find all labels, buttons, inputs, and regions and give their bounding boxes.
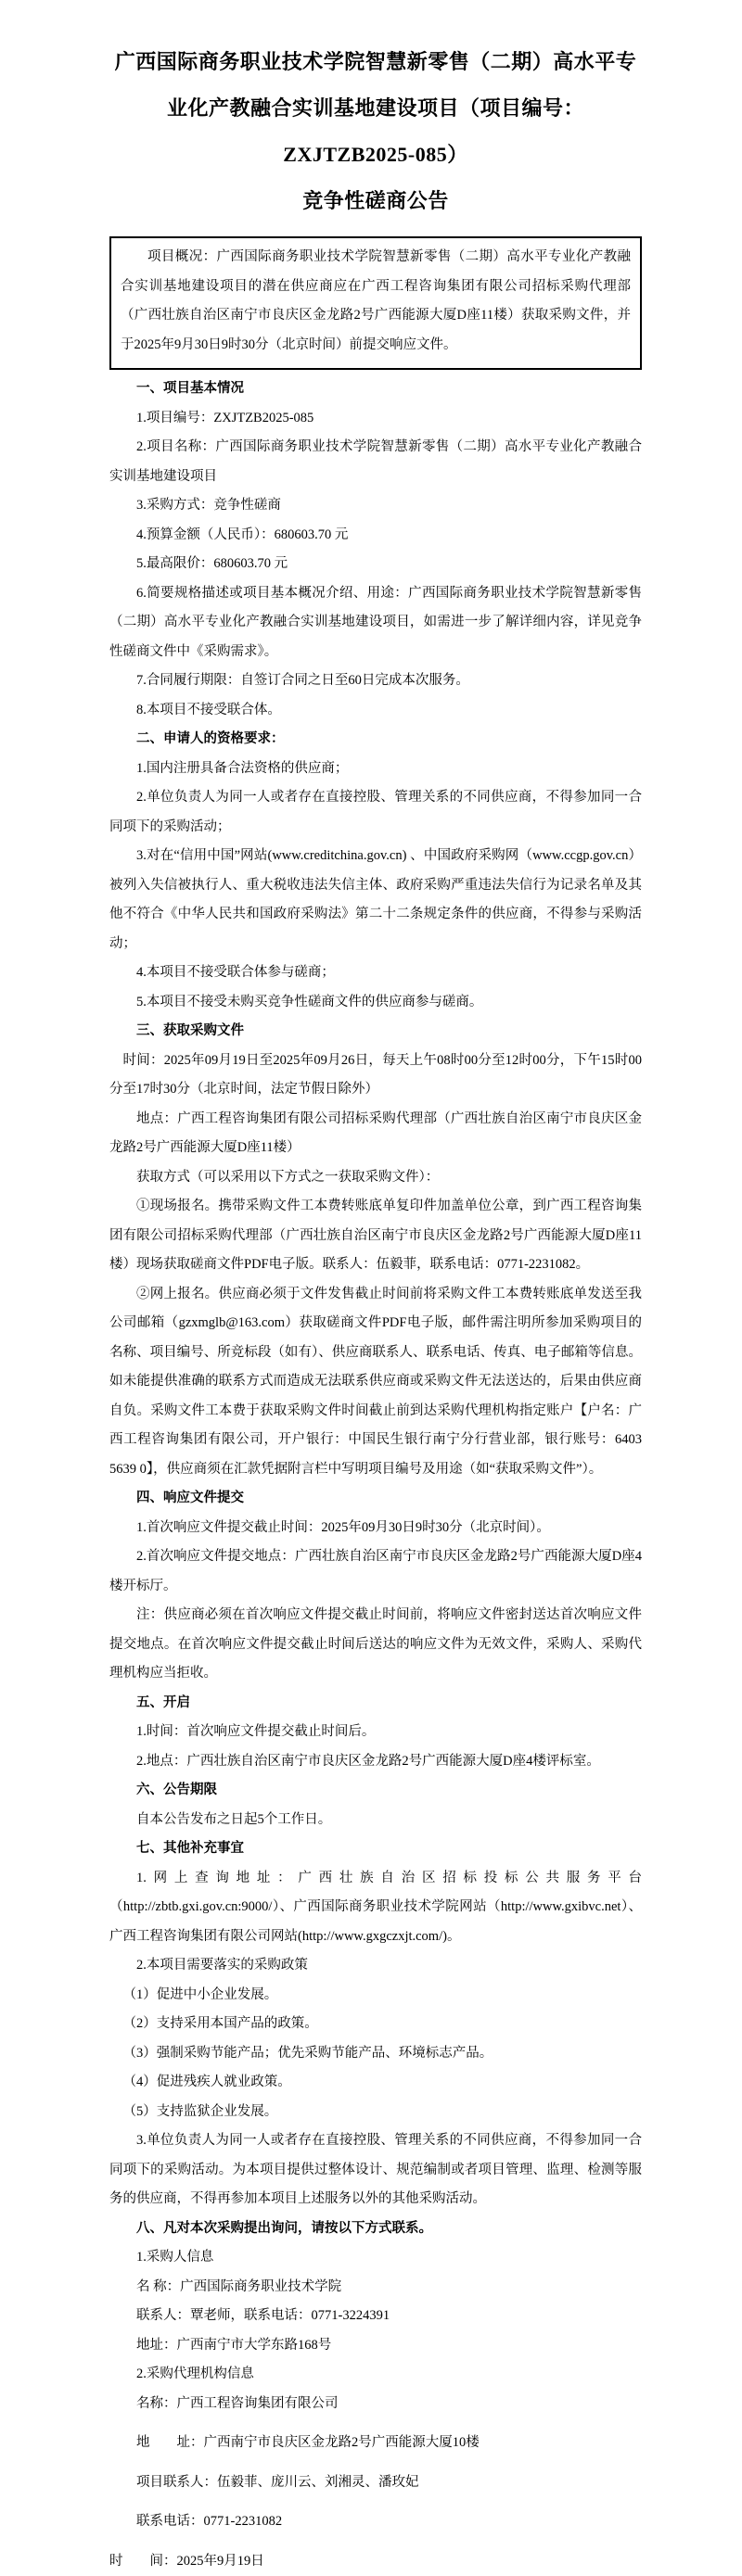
paragraph: 时 间：2025年9月19日 [109, 2547, 642, 2576]
paragraph: 时间：2025年09月19日至2025年09月26日，每天上午08时00分至12时00分，下午15时00分至17时30分（北京时间，法定节假日除外） [109, 1047, 642, 1105]
paragraph: 名称：广西工程咨询集团有限公司 [109, 2390, 642, 2419]
paragraph: 联系人：覃老师，联系电话：0771-3224391 [109, 2302, 642, 2331]
project-overview-box [109, 236, 642, 370]
project-overview-text: 项目概况：广西国际商务职业技术学院智慧新零售（二期）高水平专业化产教融合实训基地建设项目的潜在供应商应在广西工程咨询集团有限公司招标采购代理部（广西壮族自治区南宁市良庆区金龙路2号广西能源大厦D座11楼）获取采购文件，并于2025年9月30日9时30分（北京时间）前提交响应文件。 [121, 243, 631, 360]
paragraph: 名 称：广西国际商务职业技术学院 [109, 2273, 642, 2303]
document-subtitle: 竞争性磋商公告 [109, 178, 642, 224]
paragraph: 地点：广西工程咨询集团有限公司招标采购代理部（广西壮族自治区南宁市良庆区金龙路2号广西能源大厦D座11楼） [109, 1105, 642, 1163]
paragraph: 5.最高限价：680603.70 元 [109, 550, 642, 579]
paragraph: 1.首次响应文件提交截止时间：2025年09月30日9时30分（北京时间）。 [109, 1514, 642, 1543]
section-heading: 一、项目基本情况 [109, 374, 642, 404]
paragraph: 2.首次响应文件提交地点：广西壮族自治区南宁市良庆区金龙路2号广西能源大厦D座4楼开标厅。 [109, 1542, 642, 1601]
paragraph: 5.本项目不接受未购买竞争性磋商文件的供应商参与磋商。 [109, 988, 642, 1018]
document-body [109, 374, 642, 2576]
paragraph: 2.采购代理机构信息 [109, 2360, 642, 2390]
section-heading: 三、获取采购文件 [109, 1017, 642, 1047]
paragraph: （2）支持采用本国产品的政策。 [109, 2010, 642, 2039]
paragraph: 自本公告发布之日起5个工作日。 [109, 1806, 642, 1835]
paragraph: 地址：广西南宁市大学东路168号 [109, 2331, 642, 2361]
paragraph: 4.本项目不接受联合体参与磋商； [109, 958, 642, 988]
section-heading: 五、开启 [109, 1689, 642, 1719]
document-title: 广西国际商务职业技术学院智慧新零售（二期）高水平专业化产教融合实训基地建设项目（项目编号：ZXJTZB2025-085） [109, 39, 642, 178]
paragraph: 联系电话：0771-2231082 [109, 2507, 642, 2537]
paragraph: 项目联系人：伍毅菲、庞川云、刘湘灵、潘玫妃 [109, 2468, 642, 2498]
paragraph: 7.合同履行期限：自签订合同之日至60日完成本次服务。 [109, 666, 642, 696]
paragraph: 1.网上查询地址：广西壮族自治区招标投标公共服务平台（http://zbtb.gxi.gov.cn:9000/）、广西国际商务职业技术学院网站（http://www.gxibvc.net）、广西工程咨询集团有限公司网站(http://www.gxgczxjt.com/)。 [109, 1864, 642, 1952]
paragraph: （1）促进中小企业发展。 [109, 1981, 642, 2011]
section-heading: 七、其他补充事宜 [109, 1834, 642, 1864]
section-heading: 四、响应文件提交 [109, 1484, 642, 1514]
paragraph: 3.单位负责人为同一人或者存在直接控股、管理关系的不同供应商，不得参加同一合同项下的采购活动。为本项目提供过整体设计、规范编制或者项目管理、监理、检测等服务的供应商，不得再参加本项目上述服务以外的其他采购活动。 [109, 2126, 642, 2214]
paragraph: 获取方式（可以采用以下方式之一获取采购文件）： [109, 1163, 642, 1193]
section-heading: 二、申请人的资格要求： [109, 725, 642, 755]
paragraph: 1.时间：首次响应文件提交截止时间后。 [109, 1718, 642, 1747]
paragraph: （5）支持监狱企业发展。 [109, 2098, 642, 2127]
paragraph: 1.国内注册具备合法资格的供应商； [109, 755, 642, 784]
paragraph: （4）促进残疾人就业政策。 [109, 2068, 642, 2098]
paragraph: ①现场报名。携带采购文件工本费转账底单复印件加盖单位公章，到广西工程咨询集团有限公司招标采购代理部（广西壮族自治区南宁市良庆区金龙路2号广西能源大厦D座11楼）现场获取磋商文件PDF电子版。联系人：伍毅菲，联系电话：0771-2231082。 [109, 1192, 642, 1280]
paragraph: 8.本项目不接受联合体。 [109, 696, 642, 726]
paragraph: 注：供应商必须在首次响应文件提交截止时间前，将响应文件密封送达首次响应文件提交地点。在首次响应文件提交截止时间后送达的响应文件为无效文件，采购人、采购代理机构应当拒收。 [109, 1601, 642, 1689]
paragraph: 2.地点：广西壮族自治区南宁市良庆区金龙路2号广西能源大厦D座4楼评标室。 [109, 1747, 642, 1777]
paragraph: （3）强制采购节能产品；优先采购节能产品、环境标志产品。 [109, 2039, 642, 2069]
paragraph: 2.单位负责人为同一人或者存在直接控股、管理关系的不同供应商，不得参加同一合同项下的采购活动； [109, 783, 642, 842]
paragraph: 2.项目名称：广西国际商务职业技术学院智慧新零售（二期）高水平专业化产教融合实训基地建设项目 [109, 433, 642, 491]
paragraph: 4.预算金额（人民币）：680603.70 元 [109, 521, 642, 551]
paragraph: 1.采购人信息 [109, 2243, 642, 2273]
paragraph: 3.对在“信用中国”网站(www.creditchina.gov.cn) 、中国政府采购网（www.ccgp.gov.cn）被列入失信被执行人、重大税收违法失信主体、政府采购严重违法失信行为记录名单及其他不符合《中华人民共和国政府采购法》第二十二条规定条件的供应商，不得参与采购活动； [109, 842, 642, 958]
paragraph: 1.项目编号：ZXJTZB2025-085 [109, 404, 642, 434]
paragraph: 地 址：广西南宁市良庆区金龙路2号广西能源大厦10楼 [109, 2429, 642, 2458]
section-heading: 八、凡对本次采购提出询问，请按以下方式联系。 [109, 2214, 642, 2244]
paragraph: ②网上报名。供应商必须于文件发售截止时间前将采购文件工本费转账底单发送至我公司邮箱（gzxmglb@163.com）获取磋商文件PDF电子版，邮件需注明所参加采购项目的名称、项目编号、所竞标段（如有）、供应商联系人、联系电话、传真、电子邮箱等信息。如未能提供准确的联系方式而造成无法联系供应商或采购文件无法送达的，后果由供应商自负。采购文件工本费于获取采购文件时间截止前到达采购代理机构指定账户【户名：广西工程咨询集团有限公司，开户银行：中国民生银行南宁分行营业部，银行账号：6403 5639 0】，供应商须在汇款凭据附言栏中写明项目编号及用途（如“获取采购文件”）。 [109, 1280, 642, 1485]
paragraph: 3.采购方式：竞争性磋商 [109, 491, 642, 521]
paragraph: 6.简要规格描述或项目基本概况介绍、用途：广西国际商务职业技术学院智慧新零售（二期）高水平专业化产教融合实训基地建设项目，如需进一步了解详细内容，详见竞争性磋商文件中《采购需求》。 [109, 579, 642, 667]
paragraph: 2.本项目需要落实的采购政策 [109, 1951, 642, 1981]
section-heading: 六、公告期限 [109, 1776, 642, 1806]
